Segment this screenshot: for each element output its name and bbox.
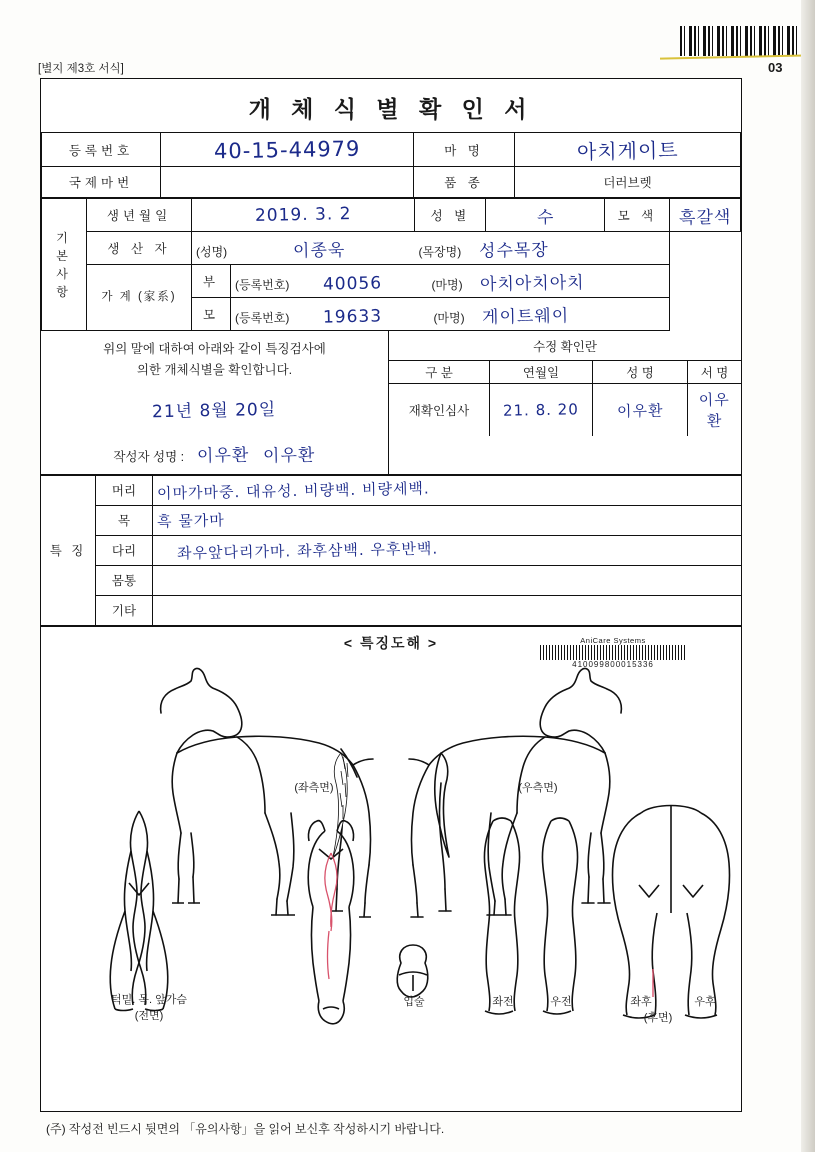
dam-name-label: (마명) <box>433 310 465 325</box>
reg-no-value: 40-15-44979 <box>213 136 361 163</box>
sex-cell <box>486 199 605 232</box>
anicare-brand: AniCare Systems <box>580 636 646 645</box>
feature-label-body: 몸통 <box>96 565 153 595</box>
caption-rear-label: (후면) <box>643 1011 673 1024</box>
table-header-row <box>389 361 741 384</box>
caption-front-label: (전면) <box>134 1009 164 1022</box>
caption-left-side: (좌측면) <box>294 781 334 794</box>
confirmation-statement <box>41 331 389 474</box>
confirm-date-value: 21년 8월 20일 <box>152 399 277 422</box>
coat-value: 흑갈색 <box>678 206 732 228</box>
page-edge-shadow <box>801 0 815 1152</box>
page-number: 03 <box>768 60 783 75</box>
sire-name-label: (마명) <box>431 277 463 292</box>
anicare-barcode-icon <box>540 645 686 660</box>
table-row <box>42 232 741 265</box>
birth-label: 생년월일 <box>87 199 192 232</box>
revision-table <box>389 361 741 436</box>
table-row <box>42 199 741 232</box>
form-frame <box>40 78 742 1112</box>
sire-reg-value: 40056 <box>322 272 383 295</box>
sire-cell <box>231 265 670 298</box>
basic-info-table <box>41 198 741 331</box>
sire-reg-label: (등록번호) <box>235 277 290 292</box>
table-row <box>41 505 741 535</box>
anicare-sticker <box>540 636 686 669</box>
caption-right-side: (우측면) <box>518 781 558 794</box>
sex-label: 성 별 <box>415 199 486 232</box>
caption-lips: 입술 <box>403 995 425 1008</box>
table-row <box>42 133 741 167</box>
sire-label: 부 <box>192 265 231 298</box>
caption-left-front: 좌전 <box>492 995 514 1008</box>
diagram-title: < 특징도해 > <box>343 634 439 651</box>
col-type: 구 분 <box>389 361 490 384</box>
dam-cell <box>231 298 670 331</box>
farm-value: 성수목장 <box>478 239 549 262</box>
coat-label: 모 색 <box>605 199 670 232</box>
reg-no-label: 등록번호 <box>42 133 161 167</box>
table-row <box>389 384 741 437</box>
table-row <box>41 475 741 505</box>
feature-value-legs: 좌우앞다리가마. 좌후삼백. 우후반백. <box>153 535 742 565</box>
diagram-section <box>41 626 741 1047</box>
caption-front-face: 턱밑. 목. 앞가슴 <box>111 993 187 1006</box>
sex-value: 수 <box>536 207 555 228</box>
form-code: [별지 제3호 서식] <box>38 63 124 75</box>
revision-title: 수정 확인란 <box>389 331 741 361</box>
dam-name-value: 게이트웨이 <box>481 305 570 328</box>
breeder-name-value: 이종욱 <box>292 239 346 261</box>
breeder-name-label: (성명) <box>196 244 228 259</box>
revision-type: 재확인심사 <box>389 384 490 437</box>
table-row <box>42 265 741 298</box>
feature-label-legs: 다리 <box>96 535 153 565</box>
feature-label-head: 머리 <box>96 475 153 505</box>
intl-no-label: 국제마번 <box>42 167 161 198</box>
coat-cell <box>670 199 741 232</box>
table-row <box>42 167 741 198</box>
basic-info-section-label: 기 본 사 항 <box>42 199 87 331</box>
top-barcode-icon <box>680 26 800 56</box>
statement-line-2: 의한 개체식별을 확인합니다. <box>136 363 293 378</box>
farm-label: (목장명) <box>418 244 462 259</box>
revision-sign: 이우환 <box>688 384 742 437</box>
pedigree-label: 가 계 (家系) <box>87 265 192 331</box>
intl-no-cell <box>161 167 414 198</box>
breed-label: 품 종 <box>414 167 515 198</box>
table-row <box>41 595 741 625</box>
breed-value: 더러브렛 <box>515 167 741 198</box>
col-name: 성 명 <box>593 361 688 384</box>
revision-table-wrap <box>389 331 741 474</box>
horse-name-cell <box>515 133 741 167</box>
sire-name-value: 아치아치아치 <box>479 272 585 295</box>
breeder-label: 생 산 자 <box>87 232 192 265</box>
caption-right-front: 우전 <box>550 995 572 1008</box>
col-date: 연월일 <box>490 361 593 384</box>
footnote: (주) 작성전 빈드시 뒷면의 「유의사항」을 읽어 보신후 작성하시기 바랍니다. <box>46 1122 445 1136</box>
confirmation-section <box>41 331 741 475</box>
features-table <box>41 475 741 626</box>
page-title: 개 체 식 별 확 인 서 <box>248 96 534 122</box>
revision-name: 이우환 <box>593 384 688 437</box>
writer-value: 이우환 <box>196 444 250 466</box>
birth-value: 2019. 3. 2 <box>254 204 352 226</box>
reg-no-cell <box>161 133 414 167</box>
horse-name-value: 아치게이트 <box>576 138 679 164</box>
birth-cell <box>192 199 415 232</box>
feature-value-body <box>153 565 742 595</box>
writer-signature: 이우환 <box>263 444 316 466</box>
statement-line-1: 위의 말에 대하여 아래와 같이 특징검사에 <box>103 342 326 356</box>
registration-table <box>41 132 741 198</box>
dam-reg-value: 19633 <box>322 305 383 328</box>
feature-value-other <box>153 595 742 625</box>
caption-right-rear: 우후 <box>694 995 716 1008</box>
writer-label: 작성자 성명 : <box>113 449 185 464</box>
feature-value-neck: 흑 물가마 <box>153 505 742 535</box>
anicare-number: 410099800015336 <box>572 660 654 669</box>
feature-value-head: 이마가마중. 대유성. 비량백. 비량세백. <box>153 475 742 505</box>
dam-reg-label: (등록번호) <box>235 310 290 325</box>
features-section-label: 특 징 <box>41 475 96 625</box>
table-row <box>41 535 741 565</box>
horse-diagram-icon <box>41 653 741 1048</box>
horse-name-label: 마 명 <box>414 133 515 167</box>
dam-label: 모 <box>192 298 231 331</box>
caption-left-rear: 좌후 <box>630 995 652 1008</box>
revision-date: 21. 8. 20 <box>490 384 593 437</box>
feature-label-neck: 목 <box>96 505 153 535</box>
feature-label-other: 기타 <box>96 595 153 625</box>
col-sign: 서 명 <box>688 361 742 384</box>
breeder-cell <box>192 232 670 265</box>
table-row <box>41 565 741 595</box>
